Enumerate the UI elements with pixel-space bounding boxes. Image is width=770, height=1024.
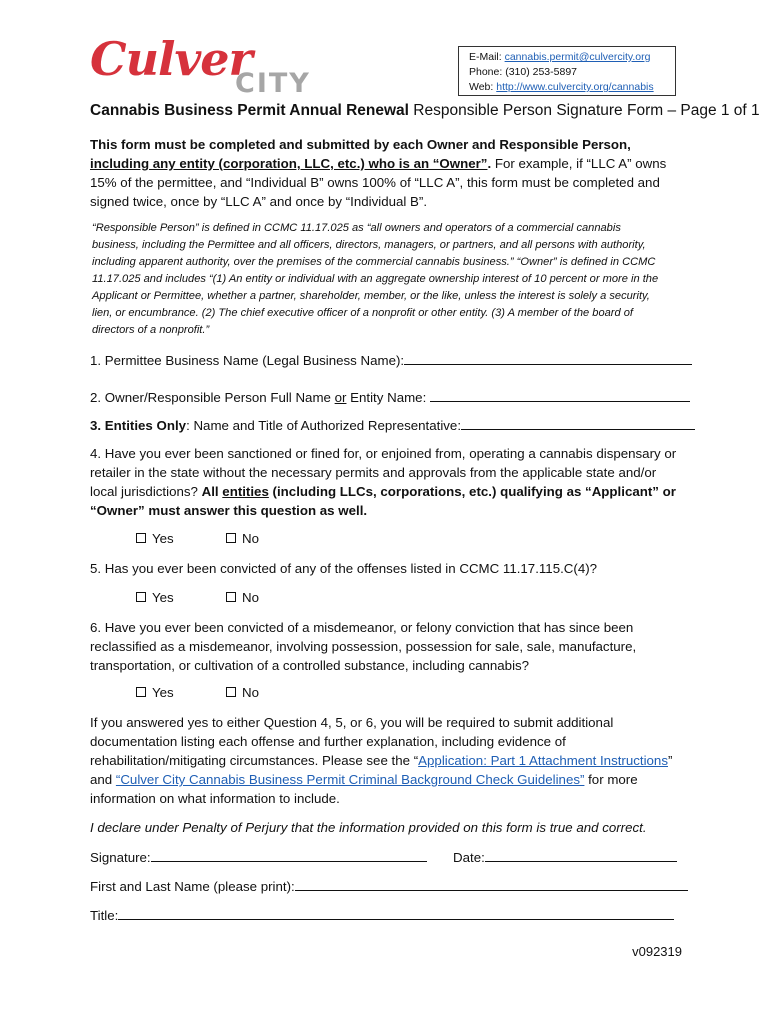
signature-label: Signature:: [90, 850, 151, 865]
checkbox-icon[interactable]: [136, 592, 146, 602]
culver-city-logo: [90, 32, 252, 86]
title-label: Title:: [90, 908, 119, 923]
logo-city-text: CITY: [235, 68, 311, 99]
form-title-bold: Cannabis Business Permit Annual Renewal: [90, 102, 409, 119]
question-3: [90, 415, 695, 435]
checkbox-icon[interactable]: [226, 533, 236, 543]
form-title: [90, 102, 760, 120]
checkbox-icon[interactable]: [136, 533, 146, 543]
q4-yes-option[interactable]: [136, 531, 174, 546]
yes-label: Yes: [152, 531, 174, 546]
date-field[interactable]: [485, 847, 677, 862]
q2-or: or: [334, 390, 347, 405]
printed-name-field[interactable]: [295, 876, 688, 891]
question-2: [90, 387, 690, 407]
question-1: [90, 350, 692, 370]
email-link[interactable]: cannabis.permit@culvercity.org: [504, 51, 651, 63]
perjury-declaration: I declare under Penalty of Perjury that the information provided on this form is true and correct.: [90, 820, 647, 835]
date-row: [453, 847, 677, 867]
authorized-rep-field[interactable]: [461, 415, 695, 430]
intro-bold-end: .: [487, 156, 492, 171]
owner-name-field[interactable]: [430, 387, 690, 402]
signature-field[interactable]: [151, 847, 427, 862]
contact-box: [458, 46, 676, 96]
date-label: Date:: [453, 850, 485, 865]
q6-no-option[interactable]: [226, 685, 259, 700]
followup-text-1: If you answered yes to either Question 4, 5, or 6, you will be required to submit additional documentation listing each offense and further explanation, including evidence of rehabilitation/mitigating circumstances. Please see the “: [90, 715, 614, 768]
intro-bold: This form must be completed and submitted by each Owner and Responsible Person,: [90, 137, 631, 152]
question-4: [90, 444, 682, 520]
intro-example: For example, if “LLC A” owns 15% of the permittee, and “Individual B” owns 100% of “LLC A”, this form must be completed and signed twice, once by “LLC A” and once by “Individual B”.: [90, 156, 667, 209]
yes-label: Yes: [152, 590, 174, 605]
followup-text-3: for more information on what information to include.: [90, 772, 638, 806]
question-6: 6. Have you ever been convicted of a misdemeanor, or felony conviction that has since been reclassified as a misdemeanor, involving possession, possession for sale, sale, manufacture, transportation, or cultivation of a controlled substance, including cannabis?: [90, 620, 637, 673]
web-label: Web:: [469, 81, 494, 93]
q4-bold-1: All: [201, 484, 223, 499]
web-link[interactable]: http://www.culvercity.org/cannabis: [496, 81, 654, 93]
question-5: 5. Has you ever been convicted of any of the offenses listed in CCMC 11.17.115.C(4)?: [90, 561, 598, 576]
q2-label-end: Entity Name:: [346, 390, 430, 405]
no-label: No: [242, 531, 259, 546]
q5-yes-option[interactable]: [136, 590, 174, 605]
q4-bold-2: (including LLCs, corporations, etc.) qualifying as “Applicant” or “Owner” must answer this question as well.: [90, 484, 676, 518]
no-label: No: [242, 590, 259, 605]
q4-no-option[interactable]: [226, 531, 259, 546]
logo-script-text: Culver: [90, 32, 252, 86]
q5-no-option[interactable]: [226, 590, 259, 605]
contact-web-row: [469, 80, 675, 95]
responsible-person-definition: “Responsible Person” is defined in CCMC 11.17.025 as “all owners and operators of a commercial cannabis business, including the Permittee and all officers, directors, managers, or partners, and all persons with authority, including apparent authority, over the premises of the commercial cannabis business.” “Owner” is defined in CCMC 11.17.025 and includes “(1) An entity or individual with an aggregate ownership interest of 10 percent or more in the Applicant or Permittee, whether a partner, shareholder, member, or the like, unless the interest is solely a security, lien, or encumbrance. (2) The chief executive officer of a nonprofit or other entity. (3) A member of the board of directors of a nonprofit.”: [92, 222, 659, 336]
q2-label: 2. Owner/Responsible Person Full Name: [90, 390, 335, 405]
checkbox-icon[interactable]: [226, 687, 236, 697]
form-title-rest: Responsible Person Signature Form – Page 1 of 1: [408, 102, 760, 119]
yes-label: Yes: [152, 685, 174, 700]
q6-yes-option[interactable]: [136, 685, 174, 700]
no-label: No: [242, 685, 259, 700]
q3-bold: 3. Entities Only: [90, 418, 187, 433]
email-label: E-Mail:: [469, 51, 502, 63]
intro-bold-underline: including any entity (corporation, LLC, etc.) who is an “Owner”: [90, 156, 488, 171]
contact-phone: Phone: (310) 253-5897: [469, 66, 577, 78]
business-name-field[interactable]: [404, 350, 692, 365]
followup-paragraph: [90, 713, 682, 808]
signature-row: [90, 847, 427, 867]
checkbox-icon[interactable]: [226, 592, 236, 602]
printed-name-label: First and Last Name (please print):: [90, 879, 295, 894]
printed-name-row: [90, 876, 688, 896]
q4-text: 4. Have you ever been sanctioned or fined for, or enjoined from, operating a cannabis dispensary or retailer in the state without the necessary permits and approvals from the applicable state and/or local jurisdictions?: [90, 446, 677, 499]
contact-email-row: [469, 50, 675, 65]
intro-paragraph: [90, 135, 682, 211]
title-field[interactable]: [118, 905, 674, 920]
form-version: v092319: [632, 944, 682, 959]
q1-label: 1. Permittee Business Name (Legal Business Name):: [90, 353, 405, 368]
followup-text-2: ” and: [90, 753, 673, 787]
checkbox-icon[interactable]: [136, 687, 146, 697]
attachment-instructions-link[interactable]: Application: Part 1 Attachment Instructions: [418, 753, 668, 768]
background-check-guidelines-link[interactable]: “Culver City Cannabis Business Permit Criminal Background Check Guidelines”: [115, 772, 585, 787]
title-row: [90, 905, 674, 925]
q4-bold-underline: entities: [222, 484, 269, 499]
q3-label: : Name and Title of Authorized Representative:: [186, 418, 462, 433]
